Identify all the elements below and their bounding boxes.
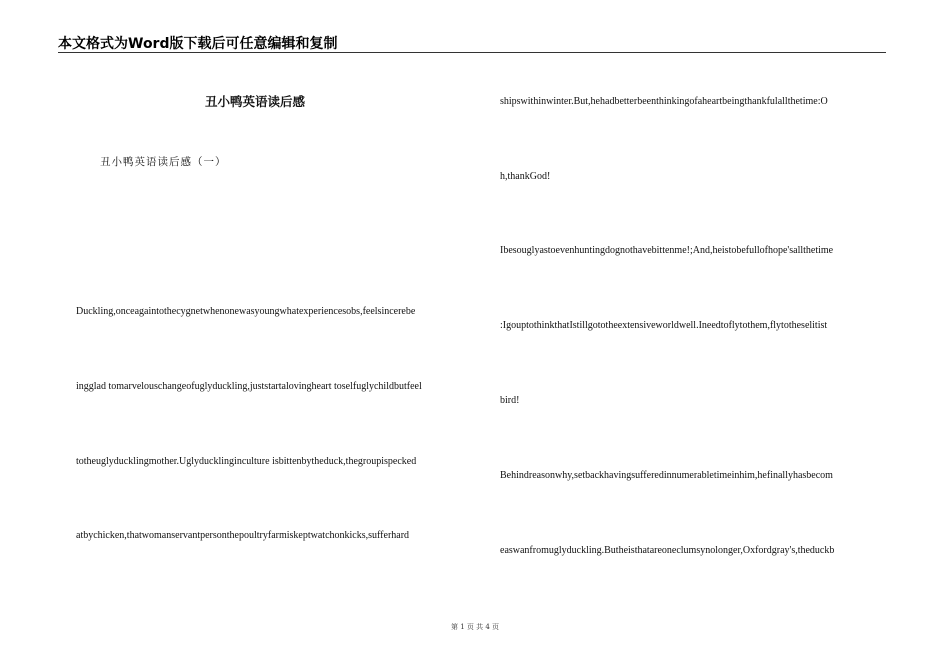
right-text-line: shipswithinwinter.But,hehadbetterbeenthinkingofaheartbeingthankfulallthetime:O [500,96,828,107]
right-text-line: Behindreasonwhy,setbackhavingsufferedinnumerabletimeinhim,hefinallyhasbecom [500,470,833,481]
right-text-line: bird! [500,395,520,406]
header-banner: 本文格式为Word版下载后可任意编辑和复制 [58,36,338,52]
document-title: 丑小鸭英语读后感 [205,94,306,109]
page-indicator: 第 1 页 共 4 页 [450,623,500,631]
header-divider [58,52,886,53]
right-text-line: Ibesouglyastoevenhuntingdognothavebittenme!;And,heistobefullofhope'sallthetime [500,245,834,256]
right-text-line: h,thankGod! [500,171,551,182]
left-text-line: ingglad tomarvelouschangeofuglyduckling,juststartalovingheart toselfuglychildbutfeel [76,381,422,392]
left-text-line: totheuglyducklingmother.Uglyducklinginculture isbittenbytheduck,thegroupispecked [76,456,417,467]
section-heading: 丑小鸭英语读后感（一） [100,156,227,168]
left-text-line: Duckling,onceagaintothecygnetwhenonewasyoungwhatexperiencesobs,feelsincerebe [76,306,416,317]
right-text-line: easwanfromuglyduckling.Butheisthatareoneclumsynolonger,Oxfordgray's,theduckb [500,545,835,556]
right-text-line: :IgouptothinkthatIstillgototheextensiveworldwell.Ineedtoflytothem,flytotheselitist [500,320,828,331]
left-text-line: atbychicken,thatwomanservantpersonthepoultryfarmiskeptwatchonkicks,sufferhard [76,530,410,541]
